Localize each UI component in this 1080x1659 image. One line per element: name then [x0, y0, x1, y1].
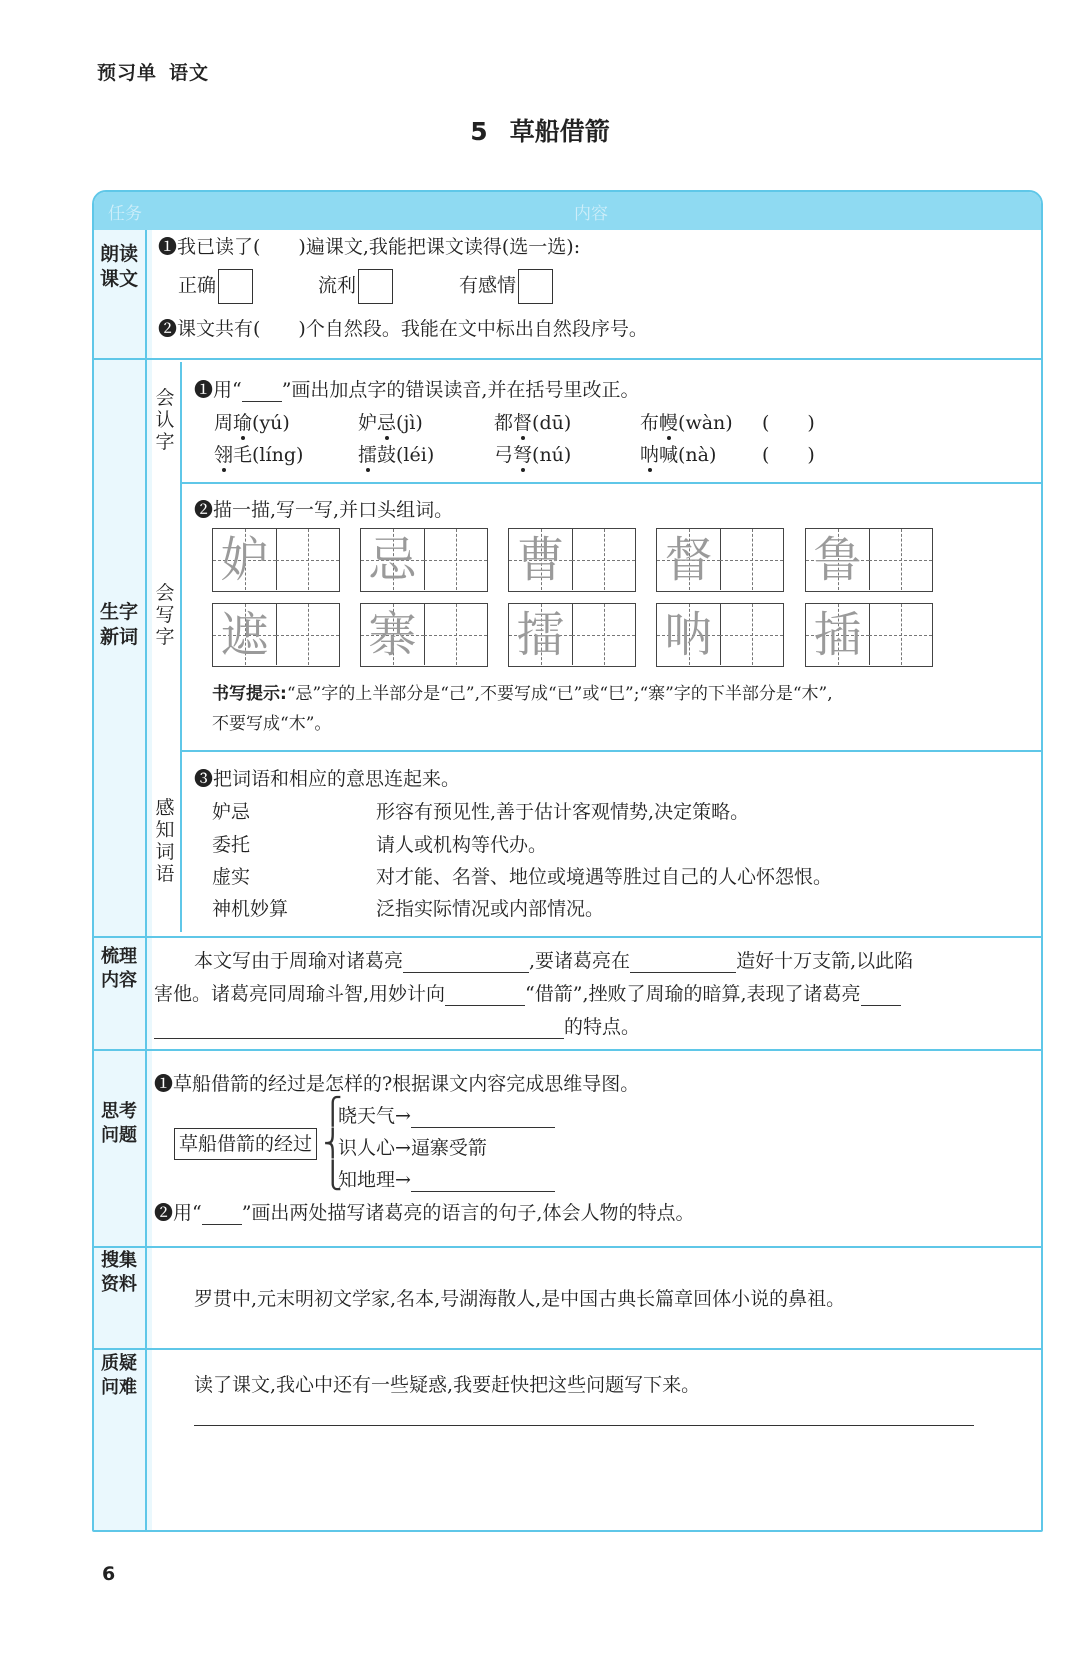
dotted-char: 瑜	[233, 412, 253, 434]
subject-name: 语文	[169, 62, 210, 84]
pinyin: 毛(líng)	[233, 444, 304, 466]
divider	[94, 1348, 1041, 1350]
sort-text: 害他。诸葛亮同周瑜斗智,用妙计向	[154, 983, 446, 1005]
book-name: 预习单	[97, 62, 158, 84]
writing-grid[interactable]	[656, 603, 784, 667]
word-item	[640, 408, 733, 435]
preview-table	[92, 190, 1043, 1532]
branch-text: 知地理→	[338, 1169, 411, 1191]
fill-blank[interactable]	[861, 1005, 901, 1006]
fill-blank[interactable]	[403, 972, 529, 973]
trace-char: 妒	[220, 532, 269, 588]
writing-grid[interactable]	[805, 528, 933, 592]
sort-text: 造好十万支箭,以此陷	[736, 950, 914, 972]
writing-grid[interactable]	[212, 528, 340, 592]
meaning-right[interactable]: 请人或机构等代办。	[376, 834, 548, 856]
fill-blank[interactable]	[411, 1191, 555, 1192]
word-item	[358, 408, 423, 435]
word-item	[214, 408, 290, 435]
head-task: 任务	[108, 204, 142, 224]
sort-line3	[154, 1012, 640, 1039]
dotted-char: 幔	[659, 412, 679, 434]
trace-char: 忌	[368, 532, 417, 588]
label-write: 会写字	[155, 582, 175, 648]
think-q2	[154, 1198, 694, 1225]
meaning-right[interactable]: 对才能、名誉、地位或境遇等胜过自己的人心怀怨恨。	[376, 866, 833, 888]
mindmap-branch	[338, 1101, 555, 1128]
trace-char: 鲁	[813, 532, 862, 588]
mindmap-branch: 识人心→逼寨受箭	[338, 1137, 487, 1159]
label-words: 生字新词	[99, 601, 138, 648]
pinyin: (wàn)	[678, 412, 733, 434]
word-item	[214, 440, 303, 467]
write-question: ❷描一描,写一写,并口头组词。	[194, 499, 454, 521]
word-item	[494, 408, 571, 435]
collect-text: 罗贯中,元末明初文学家,名本,号湖海散人,是中国古典长篇章回体小说的鼻祖。	[194, 1288, 846, 1310]
option-label: 有感情	[459, 274, 517, 297]
option-label: 流利	[318, 274, 357, 297]
divider	[180, 482, 1041, 484]
trace-char: 插	[813, 607, 862, 663]
label-read: 朗读课文	[99, 243, 138, 290]
fill-blank[interactable]	[154, 1038, 564, 1039]
lesson-title	[0, 112, 1080, 148]
writing-grid[interactable]	[656, 528, 784, 592]
divider	[94, 936, 1041, 938]
checkbox-correct[interactable]	[218, 269, 253, 304]
q2-end: ”画出两处描写诸葛亮的语言的句子,体会人物的特点。	[241, 1202, 695, 1224]
meaning-right[interactable]: 形容有预见性,善于估计客观情势,决定策略。	[376, 801, 750, 823]
trace-char: 曹	[516, 532, 565, 588]
label-think: 思考问题	[101, 1101, 137, 1146]
question-text: 读了课文,我心中还有一些疑惑,我要赶快把这些问题写下来。	[194, 1374, 701, 1396]
writing-grid[interactable]	[360, 603, 488, 667]
answer-paren[interactable]: ( )	[762, 444, 815, 466]
sort-line2	[154, 979, 901, 1006]
writing-grid[interactable]	[508, 603, 636, 667]
answer-line[interactable]	[194, 1397, 974, 1426]
recognize-q-start: ❶用“	[194, 379, 242, 401]
word-pre: 都	[494, 412, 514, 434]
lesson-number: 5	[470, 117, 488, 146]
read-option-fluent	[318, 269, 393, 304]
table-head	[94, 192, 1041, 230]
writing-grid[interactable]	[360, 528, 488, 592]
word-item	[494, 440, 571, 467]
read-option-emotion	[459, 269, 553, 304]
divider	[180, 750, 1041, 752]
pinyin: 鼓(léi)	[377, 444, 435, 466]
writing-grid[interactable]	[212, 603, 340, 667]
sort-text: 本文写由于周瑜对诸葛亮	[194, 950, 404, 972]
pinyin: (dū)	[532, 412, 572, 434]
read-q2: ❷课文共有( )个自然段。我能在文中标出自然段序号。	[158, 318, 648, 340]
tip-label: 书写提示:	[212, 684, 287, 704]
label-question: 质疑问难	[101, 1353, 137, 1398]
word-pre: 布	[640, 412, 660, 434]
label-recognize: 会认字	[155, 387, 175, 453]
writing-grid[interactable]	[805, 603, 933, 667]
sort-text: 的特点。	[564, 1016, 641, 1038]
writing-grid[interactable]	[508, 528, 636, 592]
read-q1: ❶我已读了( )遍课文,我能把课文读得(选一选):	[158, 236, 581, 258]
checkbox-emotion[interactable]	[518, 269, 553, 304]
sort-text: “借箭”,挫败了周瑜的暗算,表现了诸葛亮	[525, 983, 861, 1005]
label-sort: 梳理内容	[101, 946, 137, 991]
trace-char: 呐	[664, 607, 713, 663]
q2-start: ❷用“	[154, 1202, 202, 1224]
pinyin: 喊(nà)	[659, 444, 717, 466]
pinyin: (jì)	[396, 412, 423, 434]
tip-text: “忌”字的上半部分是“己”,不要写成“已”或“巳”;“寨”字的下半部分是“⽊”,	[286, 684, 833, 704]
writing-tip-line2: 不要写成“木”。	[212, 714, 332, 734]
mindmap-branch	[338, 1165, 555, 1192]
word-item	[640, 440, 716, 467]
trace-char: 擂	[516, 607, 565, 663]
think-q1: ❶草船借箭的经过是怎样的?根据课文内容完成思维导图。	[154, 1073, 640, 1095]
page-number: 6	[102, 1563, 116, 1585]
term-left[interactable]: 神机妙算	[212, 898, 289, 920]
term-left[interactable]: 委托	[212, 834, 251, 856]
trace-char: 寨	[368, 607, 417, 663]
dotted-char: 弩	[513, 444, 533, 466]
checkbox-fluent[interactable]	[358, 269, 393, 304]
answer-paren[interactable]: ( )	[762, 412, 815, 434]
divider	[94, 1049, 1041, 1051]
word-pre: 弓	[494, 444, 514, 466]
underline-sample	[242, 401, 282, 402]
underline-sample	[202, 1224, 242, 1225]
dotted-char: 督	[513, 412, 533, 434]
dotted-char: 呐	[640, 444, 660, 466]
label-column	[94, 230, 152, 1530]
fill-blank[interactable]	[630, 972, 736, 973]
recognize-question	[194, 375, 639, 402]
lesson-name: 草船借箭	[509, 117, 610, 146]
word-item	[358, 440, 434, 467]
divider	[94, 1246, 1041, 1248]
dotted-char: 忌	[377, 412, 397, 434]
read-option-correct	[178, 269, 253, 304]
pinyin: (yú)	[252, 412, 290, 434]
sort-text: ,要诸葛亮在	[529, 950, 631, 972]
head-content: 内容	[574, 204, 608, 224]
trace-char: 督	[664, 532, 713, 588]
fill-blank[interactable]	[411, 1127, 555, 1128]
word-pre: 妒	[358, 412, 378, 434]
mindmap-center: 草船借箭的经过	[174, 1128, 317, 1160]
label-collect: 搜集资料	[101, 1250, 137, 1295]
page-header	[97, 58, 221, 85]
writing-tip	[212, 679, 833, 704]
perceive-question: ❸把词语和相应的意思连起来。	[194, 768, 461, 790]
option-label: 正确	[178, 274, 217, 297]
pinyin: (nú)	[532, 444, 572, 466]
trace-char: 遮	[220, 607, 269, 663]
sort-line1	[194, 946, 913, 973]
recognize-q-end: ”画出加点字的错误读音,并在括号里改正。	[281, 379, 640, 401]
term-left[interactable]: 虚实	[212, 866, 251, 888]
dotted-char: 擂	[358, 444, 378, 466]
fill-blank[interactable]	[445, 1005, 525, 1006]
divider	[145, 230, 147, 1530]
branch-text: 晓天气→	[338, 1105, 411, 1127]
dotted-char: 翎	[214, 444, 234, 466]
divider	[94, 358, 1041, 360]
mindmap-brace: ⎧ ⎨ ⎩	[323, 1097, 343, 1191]
term-left[interactable]: 妒忌	[212, 801, 251, 823]
label-perceive: 感知词语	[155, 797, 175, 885]
word-pre: 周	[214, 412, 234, 434]
meaning-right[interactable]: 泛指实际情况或内部情况。	[376, 898, 605, 920]
